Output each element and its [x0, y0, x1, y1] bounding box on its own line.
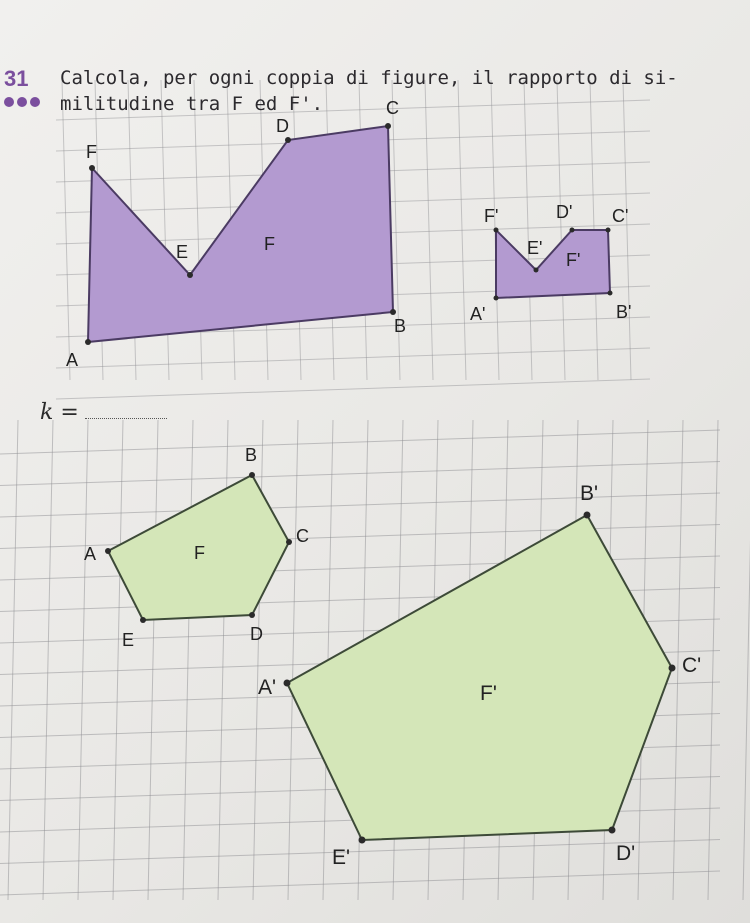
vertex-a-pentagon: [105, 548, 111, 554]
grid-line: [148, 420, 158, 900]
label-e-pentagon: E: [122, 630, 135, 650]
grid-line: [425, 80, 433, 380]
grid-line: [183, 420, 193, 900]
vertex-c-prime: [606, 228, 611, 233]
exercise-prompt-line2: militudine tra F ed F'.: [60, 93, 324, 115]
label-c-prime: C': [612, 206, 629, 226]
vertex-c-pentagon: [286, 539, 292, 545]
vertex-d-pentagon: [249, 612, 255, 618]
grid-line: [43, 420, 53, 900]
label-d-prime-pentagon: D': [616, 842, 636, 865]
vertex-e-prime-pentagon: [359, 837, 366, 844]
grid-line: [0, 525, 720, 549]
grid-line: [0, 871, 720, 895]
answer-blank[interactable]: [85, 402, 167, 419]
difficulty-dot: [30, 97, 40, 107]
label-d-prime: D': [556, 202, 573, 222]
vertex-b-prime-pentagon: [584, 512, 591, 519]
answer-label: k =: [40, 400, 79, 425]
figure-f-pair1: [88, 126, 393, 342]
grid-line: [8, 420, 18, 900]
grid-line: [194, 80, 202, 380]
vertex-d-prime-pentagon: [609, 827, 616, 834]
vertex-b-pentagon: [249, 472, 255, 478]
grid-line: [708, 420, 718, 900]
exercise-number: 31: [4, 66, 29, 91]
label-b-prime: B': [616, 302, 632, 322]
label-a: A: [66, 350, 79, 370]
label-c-prime-pentagon: C': [682, 654, 702, 677]
label-c: C: [386, 98, 399, 118]
vertex-d: [285, 137, 291, 143]
vertex-b: [390, 309, 396, 315]
label-a-pentagon: A: [84, 544, 97, 564]
label-f-figure: F: [264, 234, 275, 254]
grid-line: [743, 420, 750, 900]
label-a-prime-pentagon: A': [258, 676, 277, 699]
grid-line: [78, 420, 88, 900]
vertex-c: [385, 123, 391, 129]
answer-row: [40, 400, 167, 425]
label-d: D: [276, 116, 289, 136]
vertex-f-prime: [494, 228, 499, 233]
grid-line: [557, 80, 565, 380]
vertex-e-pentagon: [140, 617, 146, 623]
vertex-c-prime-pentagon: [669, 665, 676, 672]
grid-line: [524, 80, 532, 380]
label-b-pentagon: B: [245, 445, 258, 465]
label-e-prime-pentagon: E': [332, 846, 351, 869]
grid-line: [56, 379, 650, 399]
vertex-a-prime: [494, 296, 499, 301]
label-e: E: [176, 242, 189, 262]
vertex-e: [187, 272, 193, 278]
label-e-prime: E': [527, 238, 543, 258]
difficulty-dot: [17, 97, 27, 107]
grid-line: [623, 80, 631, 380]
vertex-a: [85, 339, 91, 345]
vertex-a-prime-pentagon: [284, 680, 291, 687]
grid-line: [0, 493, 720, 517]
label-f-prime-pentagon: F': [480, 682, 497, 705]
label-f-prime-figure: F': [566, 250, 581, 270]
grid-line: [56, 348, 650, 368]
difficulty-dot: [4, 97, 14, 107]
label-c-pentagon: C: [296, 526, 309, 546]
label-a-prime: A': [470, 304, 486, 324]
grid-line: [0, 840, 720, 864]
grid-line: [62, 80, 70, 380]
vertex-d-prime: [570, 228, 575, 233]
label-f-pentagon: F: [194, 543, 205, 563]
label-f-prime-vertex: F': [484, 206, 499, 226]
vertex-e-prime: [534, 268, 539, 273]
label-d-pentagon: D: [250, 624, 263, 644]
exercise-prompt-line1: Calcola, per ogni coppia di figure, il rapporto di si-: [60, 67, 678, 89]
vertex-b-prime: [608, 291, 613, 296]
label-b: B: [394, 316, 407, 336]
label-f-vertex: F: [86, 142, 97, 162]
grid-line: [288, 420, 298, 900]
vertex-f: [89, 165, 95, 171]
figure-f-prime-pair1: [496, 230, 610, 298]
label-b-prime-pentagon: B': [580, 482, 599, 505]
difficulty-indicator: [4, 97, 40, 107]
